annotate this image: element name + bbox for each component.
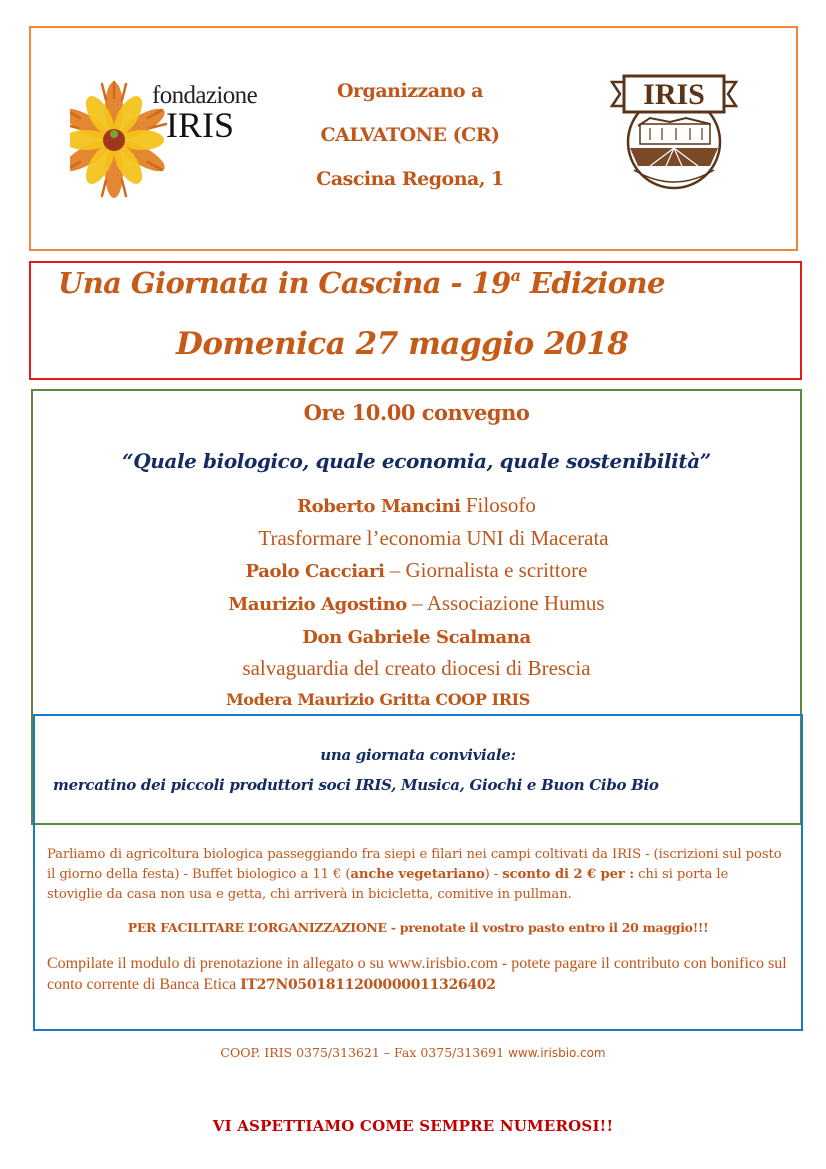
event-title-suffix: Edizione — [520, 266, 665, 300]
discount-note: sconto di 2 € per : — [502, 867, 635, 882]
info-text: Parliamo di agricoltura biologica passeggiando fra siepi e filari nei campi coltivati da IRIS - (iscrizioni sul posto il giorno della festa) - Buffet biologico a 11 € ( — [47, 847, 782, 882]
svg-text:IRIS: IRIS — [643, 78, 705, 111]
contact-info: COOP. IRIS 0375/313621 – Fax 0375/313691 — [220, 1045, 509, 1060]
logo-iris-text: IRIS — [166, 105, 235, 145]
speaker-role: Filosofo — [460, 493, 536, 517]
speaker-role: Trasformare l’economia UNI di Macerata — [258, 526, 609, 550]
speaker-line — [31, 656, 802, 681]
convivial-description: mercatino dei piccoli produttori soci IRIS, Musica, Giochi e Buon Cibo Bio — [53, 776, 659, 794]
website-link[interactable]: www.irisbio.com — [508, 1046, 606, 1060]
event-title-main: Una Giornata in Cascina - 19 — [58, 266, 511, 300]
event-date: Domenica 27 maggio 2018 — [176, 326, 629, 362]
booking-notice: PER FACILITARE L’ORGANIZZAZIONE - prenotate il vostro pasto entro il 20 maggio!!! — [127, 920, 709, 935]
town: CALVATONE (CR) — [320, 124, 500, 146]
info-text: chi si porta le stoviglie da casa non usa e getta, chi arriverà in bicicletta, comitive in pullman. — [47, 867, 729, 902]
closing-call-to-action: VI ASPETTIAMO COME SEMPRE NUMEROSI!! — [212, 1117, 614, 1135]
program-time: Ore 10.00 convegno — [303, 400, 530, 425]
speaker-role: – Associazione Humus — [406, 591, 605, 615]
farmhouse-seal-icon — [610, 70, 740, 195]
speaker-line — [31, 493, 802, 518]
speaker-line — [31, 558, 802, 583]
payment-text: Compilate il modulo di prenotazione in allegato o su www.irisbio.com - potete pagare il contributo con bonifico sul conto corrente di Banca Etica — [47, 955, 787, 993]
info-paragraph — [47, 845, 787, 905]
logo-fondazione-text: fondazione — [152, 82, 258, 109]
speaker-role: – Giornalista e scrittore — [384, 558, 588, 582]
iban: IT27N0501811200000011326402 — [240, 977, 496, 993]
footer-contact — [0, 1045, 826, 1060]
speaker-line — [48, 526, 819, 551]
speaker-role: salvaguardia del creato diocesi di Brescia — [242, 656, 591, 680]
info-text: ) - — [484, 867, 503, 882]
convivial-heading: una giornata conviviale: — [320, 746, 516, 764]
fondazione-iris-logo — [70, 80, 260, 200]
event-title — [58, 266, 665, 300]
organizers-line: Organizzano a — [337, 80, 483, 102]
moderator: Modera Maurizio Gritta COOP IRIS — [226, 690, 530, 709]
speaker-name: Don Gabriele Scalmana — [302, 627, 531, 648]
program-topic: “Quale biologico, quale economia, quale sostenibilità” — [122, 449, 711, 473]
edition-superscript: a — [510, 266, 521, 285]
speaker-line — [31, 591, 802, 616]
speaker-line — [31, 624, 802, 649]
payment-paragraph — [47, 953, 787, 996]
speaker-name: Maurizio Agostino — [228, 594, 407, 615]
vegetarian-note: anche vegetariano — [350, 867, 485, 882]
speaker-name: Paolo Cacciari — [245, 561, 385, 582]
speaker-name: Roberto Mancini — [297, 496, 461, 517]
coop-iris-logo — [610, 70, 740, 195]
address: Cascina Regona, 1 — [316, 168, 504, 190]
